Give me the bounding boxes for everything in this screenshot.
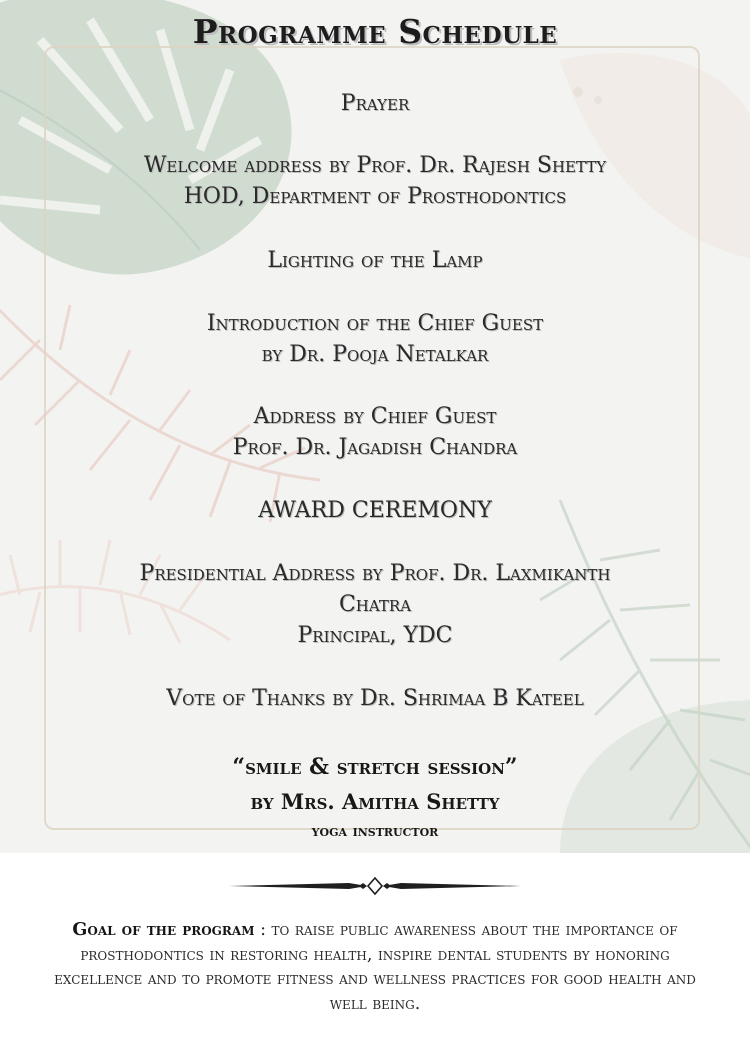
schedule-item-chief-guest — [60, 401, 690, 463]
goal-label: Goal of the program — [72, 920, 255, 940]
item-text: AWARD CEREMONY — [258, 498, 492, 523]
item-text: Welcome address by Prof. Dr. Rajesh Shetty — [143, 153, 607, 178]
item-text: Address by Chief Guest — [253, 404, 497, 429]
item-text: Principal, YDC — [297, 623, 453, 648]
schedule-item-welcome — [60, 150, 690, 212]
item-text: Chatra — [338, 592, 412, 617]
schedule-item-presidential — [60, 558, 690, 651]
session-role — [60, 819, 690, 843]
session-title-text: “smile & stretch session” — [232, 754, 518, 780]
ornamental-divider-icon — [229, 876, 521, 896]
item-text: Vote of Thanks by Dr. Shrimaa B Kateel — [166, 686, 584, 711]
page-title: Programme Schedule — [192, 12, 558, 51]
session-presenter — [60, 786, 690, 817]
item-text: Introduction of the Chief Guest — [206, 311, 544, 336]
session-presenter-text: by Mrs. Amitha Shetty — [250, 789, 500, 814]
session-title — [60, 752, 690, 783]
schedule-item-vote-of-thanks — [60, 683, 690, 714]
schedule-item-lamp — [60, 245, 690, 276]
item-text: Lighting of the Lamp — [267, 248, 483, 273]
item-text: Prayer — [340, 91, 410, 116]
schedule-item-award — [60, 495, 690, 526]
item-text: Prof. Dr. Jagadish Chandra — [232, 435, 518, 460]
schedule-item-prayer — [60, 88, 690, 119]
item-text: HOD, Department of Prosthodontics — [183, 184, 567, 209]
schedule-item-introduction — [60, 308, 690, 370]
item-text: by Dr. Pooja Netalkar — [261, 342, 489, 367]
goal-text: : to raise public awareness about the importance of prosthodontics in restoring health, inspire dental students by honoring excellence and to promote fitness and wellness practices for good health and well being. — [54, 920, 696, 1014]
session-role-text: yoga instructor — [311, 821, 439, 840]
goal-paragraph — [40, 918, 710, 1016]
item-text: Presidential Address by Prof. Dr. Laxmikanth — [139, 561, 611, 586]
